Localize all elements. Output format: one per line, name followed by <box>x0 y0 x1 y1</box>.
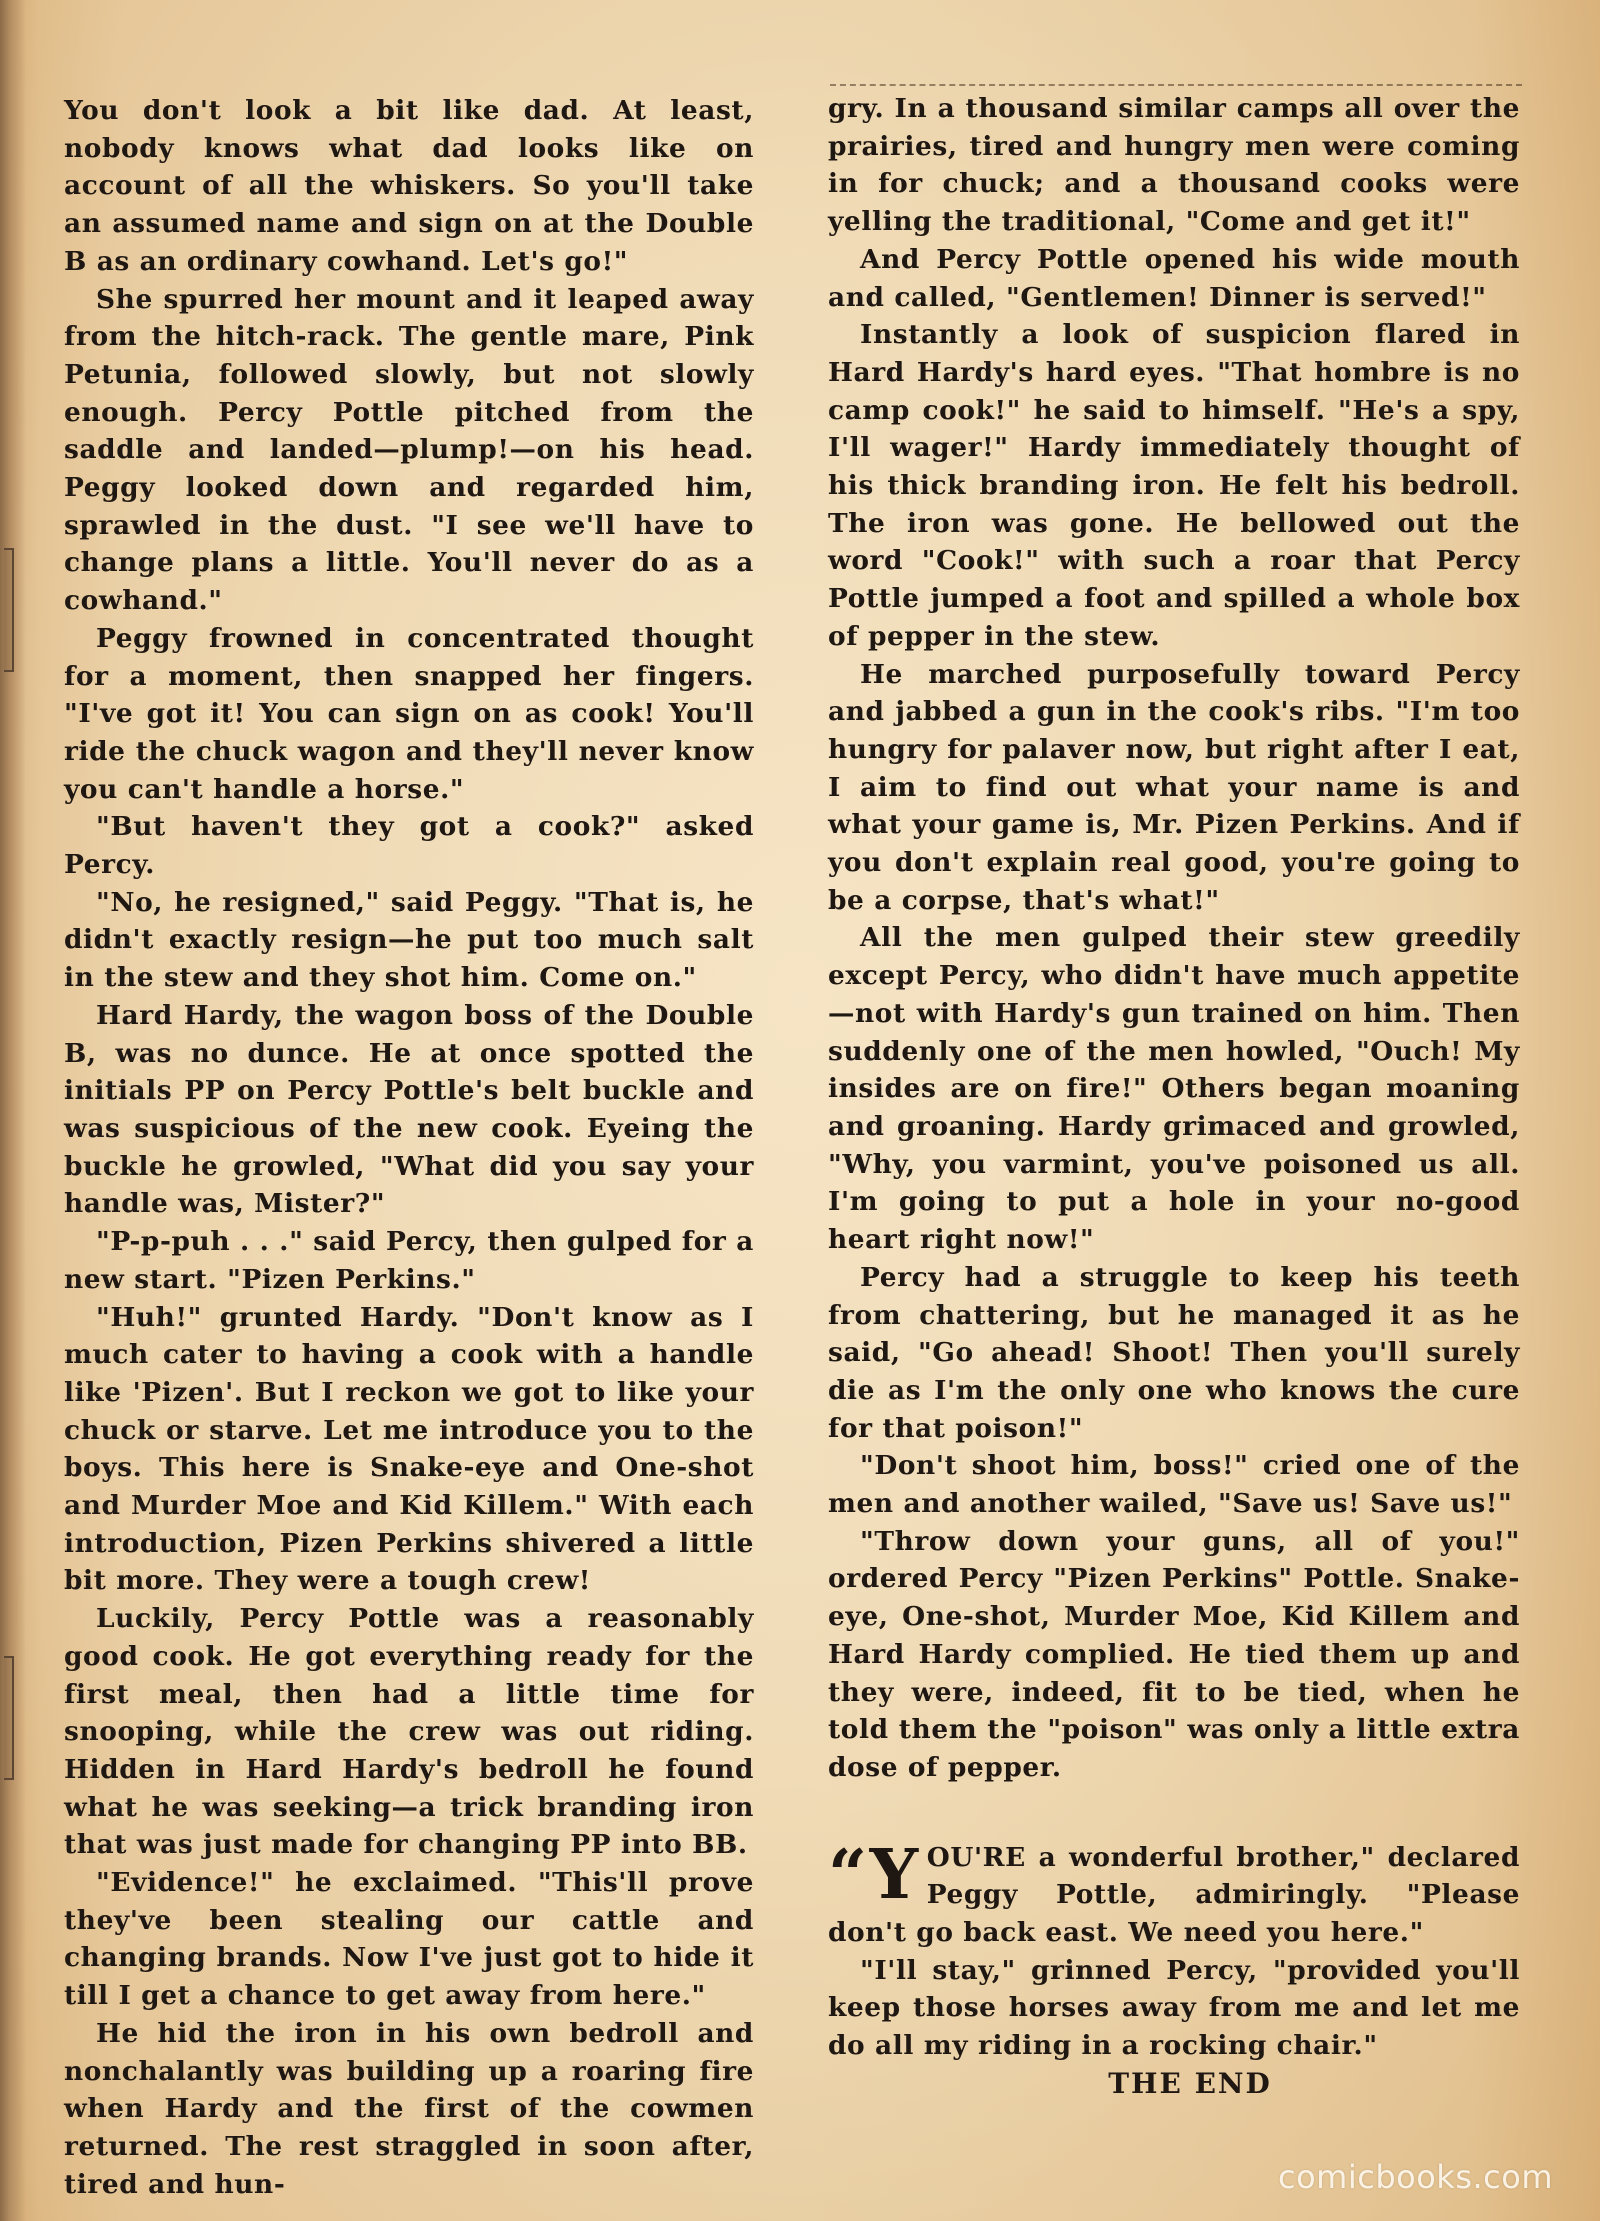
paragraph: gry. In a thousand similar camps all over the prairies, tired and hungry men were coming in for chuck; and a thousand cooks were yelling the traditional, "Come and get it!" <box>828 93 1520 238</box>
paragraph: Luckily, Percy Pottle was a reasonably good cook. He got everything ready for the first meal, then had a little time for snooping, while the crew was out riding. Hidden in Hard Hardy's bedroll he found what he was seeking—a trick branding iron that was just made for changing PP into BB. <box>64 1603 754 1861</box>
paragraph: You don't look a bit like dad. At least, nobody knows what dad looks like on account of all the whiskers. So you'll take an assumed name and sign on at the Double B as an ordinary cowhand. Let's go!" <box>64 95 754 277</box>
paragraph: Percy had a struggle to keep his teeth from chattering, but he managed it as he said, "Go ahead! Shoot! Then you'll surely die as I'm the only one who knows the cure for that poison!" <box>828 1261 1520 1444</box>
paragraph: All the men gulped their stew greedily except Percy, who didn't have much appetite—not with Hardy's gun trained on him. Then suddenly one of the men howled, "Ouch! My insides are on fire!" Others began moaning and groaning. Hardy grimaced and growled, "Why, you varmint, you've poisoned us all. I'm going to put a hole in your no-good heart right now!" <box>828 922 1520 1256</box>
paragraph: "No, he resigned," said Peggy. "That is, he didn't exactly resign—he put too much salt in the stew and they shot him. Come on." <box>64 886 754 994</box>
paragraph: "Throw down your guns, all of you!" ordered Percy "Pizen Perkins" Pottle. Snake-eye, One-shot, Murder Moe, Kid Killem and Hard Hardy complied. He tied them up and they were, indeed, fit to be tied, when he told them the "poison" was only a little extra dose of pepper. <box>828 1525 1520 1783</box>
paragraph: Instantly a look of suspicion flared in Hard Hardy's hard eyes. "That hombre is no camp cook!" he said to himself. "He's a spy, I'll wager!" Hardy immediately thought of his thick branding iron. He felt his bedroll. The iron was gone. He bellowed out the word "Cook!" with such a roar that Percy Pottle jumped a foot and spilled a whole box of pepper in the stew. <box>828 319 1520 652</box>
staple-mark-bottom <box>4 1656 14 1780</box>
paragraph: Hard Hardy, the wagon boss of the Double B, was no dunce. He at once spotted the initials PP on Percy Pottle's belt buckle and was suspicious of the new cook. Eyeing the buckle he growled, "What did you say your handle was, Mister?" <box>64 999 754 1220</box>
staple-mark-top <box>4 548 14 672</box>
paragraph: He marched purposefully toward Percy and jabbed a gun in the cook's ribs. "I'm too hungry for palaver now, but right after I eat, I aim to find out what your name is and what your game is, Mr. Pizen Perkins. And if you don't explain real good, you're going to be a corpse, that's what!" <box>828 658 1520 916</box>
paragraph: "P-p-puh . . ." said Percy, then gulped for a new start. "Pizen Perkins." <box>64 1226 754 1295</box>
paragraph: "But haven't they got a cook?" asked Percy. <box>64 811 754 881</box>
drop-cap-paragraph <box>828 1834 1520 1952</box>
paragraph: "Don't shoot him, boss!" cried one of the men and another wailed, "Save us! Save us!" <box>828 1450 1520 1520</box>
paragraph: He hid the iron in his own bedroll and nonchalantly was building up a roaring fire when Hardy and the first of the cowmen returned. The rest straggled in soon after, tired and hun- <box>64 2017 754 2200</box>
left-column <box>64 92 754 2203</box>
the-end-label: THE END <box>1108 2066 1272 2100</box>
page-spine <box>0 0 26 2221</box>
drop-cap-text: OU'RE a wonderful brother," declared Peggy Pottle, admiringly. "Please don't go back east. We need you here." <box>828 1841 1520 1949</box>
paragraph: She spurred her mount and it leaped away from the hitch-rack. The gentle mare, Pink Petunia, followed slowly, but not slowly enough. Percy Pottle pitched from the saddle and landed—plump!—on his head. Peggy looked down and regarded him, sprawled in the dust. "I see we'll have to change plans a little. You'll never do as a cowhand." <box>64 283 754 617</box>
paragraph: "Huh!" grunted Hardy. "Don't know as I much cater to having a cook with a handle like 'Pizen'. But I reckon we got to like your chuck or starve. Let me introduce you to the boys. This here is Snake-eye and One-shot and Murder Moe and Kid Killem." With each introduction, Pizen Perkins shivered a little bit more. They were a tough crew! <box>64 1301 754 1597</box>
paragraph: And Percy Pottle opened his wide mouth and called, "Gentlemen! Dinner is served!" <box>828 243 1520 313</box>
closing-section <box>828 1834 1520 2103</box>
drop-cap: “Y <box>828 1834 919 1915</box>
paragraph: Peggy frowned in concentrated thought for a moment, then snapped her fingers. "I've got it! You can sign on as cook! You'll ride the chuck wagon and they'll never know you can't handle a horse." <box>64 622 754 805</box>
site-watermark: comicbooks.com <box>1278 2158 1554 2196</box>
paragraph: "Evidence!" he exclaimed. "This'll prove they've been stealing our cattle and changing brands. Now I've just got to hide it till I get a chance to get away from here." <box>64 1867 754 2012</box>
paragraph: "I'll stay," grinned Percy, "provided you'll keep those horses away from me and let me do all my riding in a rocking chair." <box>828 1954 1520 2062</box>
right-column <box>828 90 1520 2103</box>
